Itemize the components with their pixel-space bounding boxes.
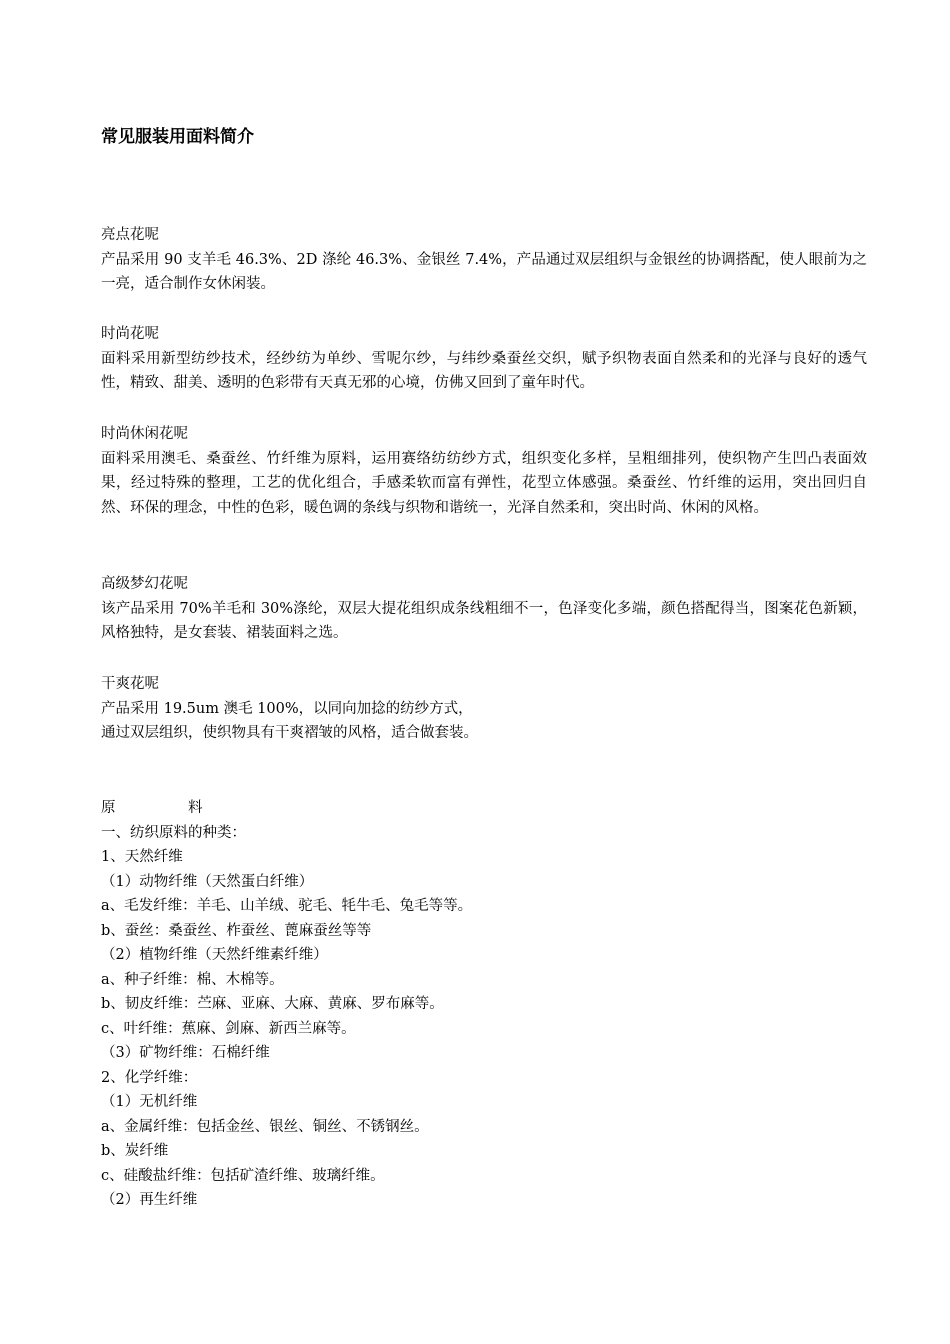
materials-line: （2）植物纤维（天然纤维素纤维） [101,947,328,963]
materials-section [101,796,867,1213]
section-gaoji-menghuan [101,572,867,646]
materials-line: （1）动物纤维（天然蛋白纤维） [101,873,314,890]
materials-line: 2、化学纤维： [101,1069,198,1086]
section-shishang-xiuxian [101,422,867,520]
materials-line: （1）无机纤维 [101,1094,198,1110]
section-shishang [101,322,867,396]
materials-line: b、蚕丝：桑蚕丝、柞蚕丝、蓖麻蚕丝等等 [101,922,372,939]
section-body: 该产品采用 70%羊毛和 30%涤纶，双层大提花组织成条线粗细不一，色泽变化多端，颜色搭配得当，图案花色新颖，风格独特，是女套装、裙装面料之选。 [101,600,867,641]
materials-line: a、毛发纤维：羊毛、山羊绒、驼毛、牦牛毛、兔毛等等。 [101,898,473,914]
section-heading: 亮点花呢 [101,227,159,243]
section-body: 面料采用澳毛、桑蚕丝、竹纤维为原料，运用赛络纺纺纱方式，组织变化多样，呈粗细排列，使织物产生凹凸表面效果，经过特殊的整理，工艺的优化组合，手感柔软而富有弹性，花型立体感强。桑蚕丝、竹纤维的运用，突出回归自然、环保的理念，中性的色彩，暖色调的条线与织物和谐统一，光泽自然柔和，突出时尚、休闲的风格。 [101,450,867,516]
section-heading: 时尚花呢 [101,326,159,342]
section-heading: 干爽花呢 [101,676,159,692]
section-body: 产品采用 90 支羊毛 46.3%、2D 涤纶 46.3%、金银丝 7.4%，产品通过双层组织与金银丝的协调搭配，使人眼前为之一亮，适合制作女休闲装。 [101,251,867,292]
materials-line: b、韧皮纤维：苎麻、亚麻、大麻、黄麻、罗布麻等。 [101,996,444,1012]
section-heading: 时尚休闲花呢 [101,426,188,442]
materials-line: 1、天然纤维 [101,849,183,865]
materials-line: a、种子纤维：棉、木棉等。 [101,971,284,988]
materials-line: b、炭纤维 [101,1143,169,1159]
section-body-line: 通过双层组织，使织物具有干爽褶皱的风格，适合做套装。 [101,725,478,741]
section-body-line: 产品采用 19.5um 澳毛 100%，以同向加捻的纺纱方式， [101,700,473,717]
materials-line: a、金属纤维：包括金丝、银丝、铜丝、不锈钢丝。 [101,1118,429,1135]
materials-line: 一、纺织原料的种类： [101,824,246,841]
materials-heading: 原 料 [101,800,203,816]
section-liangdian [101,223,867,297]
section-ganshuang [101,672,867,746]
materials-line: c、叶纤维：蕉麻、剑麻、新西兰麻等。 [101,1020,356,1037]
document-title: 常见服装用面料简介 [101,127,254,147]
materials-line: （3）矿物纤维：石棉纤维 [101,1045,270,1061]
section-body: 面料采用新型纺纱技术，经纱纺为单纱、雪呢尔纱，与纬纱桑蚕丝交织，赋予织物表面自然柔和的光泽与良好的透气性，精致、甜美、透明的色彩带有天真无邪的心境，仿佛又回到了童年时代。 [101,350,867,391]
materials-line: c、硅酸盐纤维：包括矿渣纤维、玻璃纤维。 [101,1167,385,1184]
section-heading: 高级梦幻花呢 [101,576,188,592]
materials-line: （2）再生纤维 [101,1192,198,1208]
